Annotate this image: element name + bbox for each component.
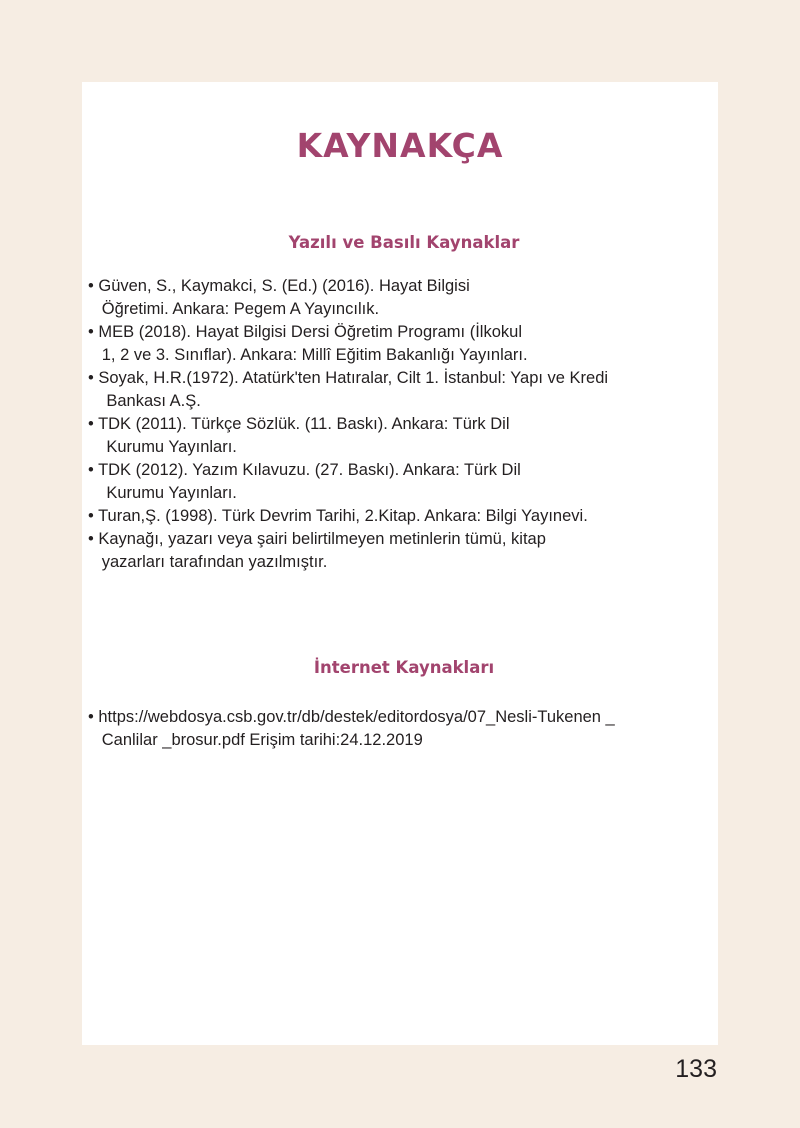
internet-sources-list xyxy=(88,706,708,752)
reference-line: • TDK (2011). Türkçe Sözlük. (11. Baskı). Ankara: Türk Dil xyxy=(88,415,510,433)
reference-line: yazarları tarafından yazılmıştır. xyxy=(88,553,328,571)
reference-line-url: • https://webdosya.csb.gov.tr/db/destek/editordosya/07_Nesli-Tukenen _ xyxy=(88,708,615,726)
reference-line: • Güven, S., Kaymakci, S. (Ed.) (2016). Hayat Bilgisi xyxy=(88,277,470,295)
reference-line: 1, 2 ve 3. Sınıflar). Ankara: Millî Eğitim Bakanlığı Yayınları. xyxy=(88,346,528,364)
printed-sources-list xyxy=(88,275,708,574)
reference-line: • MEB (2018). Hayat Bilgisi Dersi Öğretim Programı (İlkokul xyxy=(88,323,522,341)
reference-line: Kurumu Yayınları. xyxy=(88,484,237,502)
page-title: KAYNAKÇA xyxy=(296,126,504,165)
reference-line: • TDK (2012). Yazım Kılavuzu. (27. Baskı). Ankara: Türk Dil xyxy=(88,461,521,479)
page-number: 133 xyxy=(675,1055,717,1083)
reference-line-url: Canlilar _brosur.pdf Erişim tarihi:24.12.2019 xyxy=(88,731,423,749)
reference-line: Öğretimi. Ankara: Pegem A Yayıncılık. xyxy=(88,300,380,318)
section-heading-internet-sources: İnternet Kaynakları xyxy=(313,658,495,677)
reference-line: Kurumu Yayınları. xyxy=(88,438,237,456)
section-heading-printed-sources: Yazılı ve Basılı Kaynaklar xyxy=(288,233,520,252)
reference-line: Bankası A.Ş. xyxy=(88,392,201,410)
reference-line: • Kaynağı, yazarı veya şairi belirtilmeyen metinlerin tümü, kitap xyxy=(88,530,546,548)
reference-line: • Soyak, H.R.(1972). Atatürk'ten Hatıralar, Cilt 1. İstanbul: Yapı ve Kredi xyxy=(88,369,609,387)
reference-line: • Turan,Ş. (1998). Türk Devrim Tarihi, 2.Kitap. Ankara: Bilgi Yayınevi. xyxy=(88,507,588,525)
